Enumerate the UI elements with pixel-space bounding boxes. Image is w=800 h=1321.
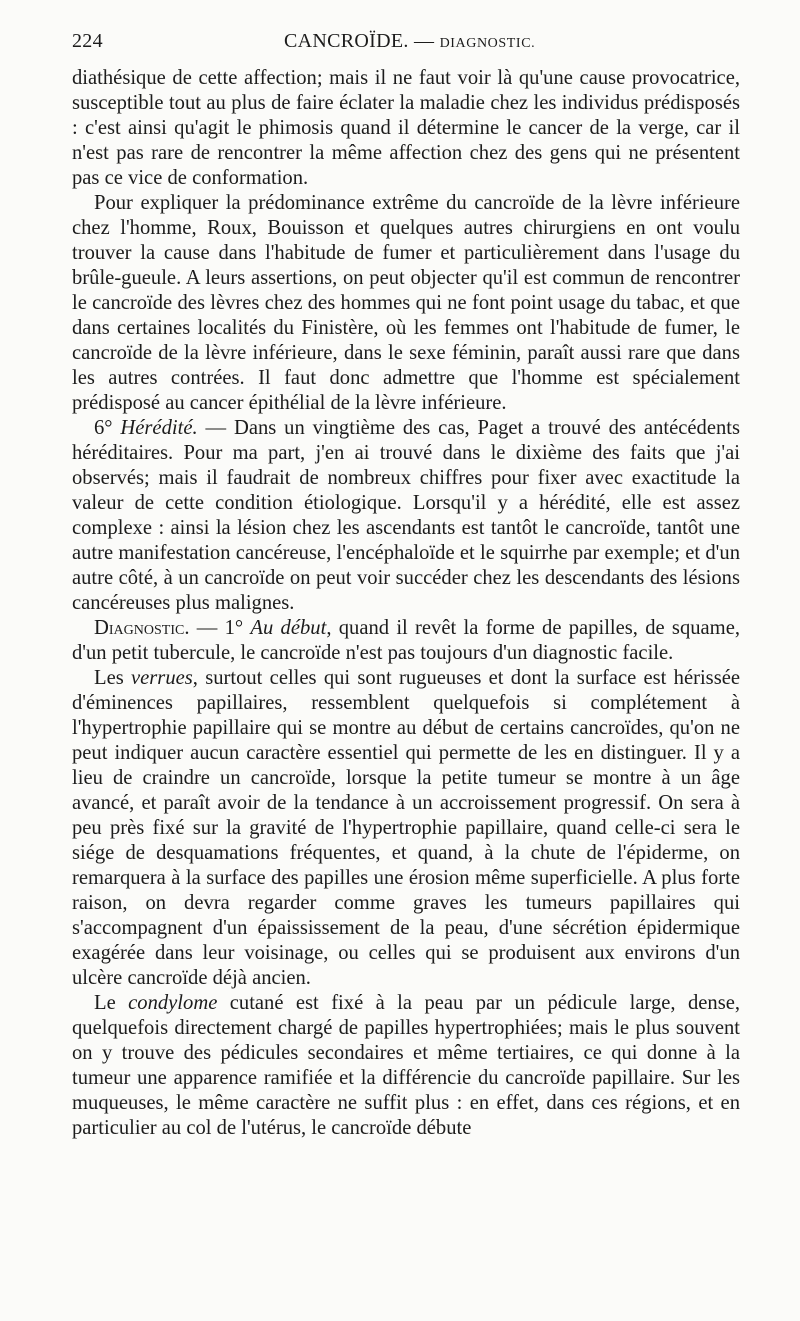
emphasis: verrues [131, 667, 193, 689]
paragraph-text: , quand il revêt la forme de papilles, de squame, d'un petit tubercule, le cancroïde n'est pas toujours d'un diagnostic facile. [72, 617, 740, 664]
emphasis: Au début [250, 617, 327, 639]
paragraph-heredity [72, 416, 740, 616]
paragraph-smoking [72, 191, 740, 416]
section-heading: Hérédité. [120, 417, 198, 439]
paragraph-text: — Dans un vingtième des cas, Paget a trouvé des antécédents héréditaires. Pour ma part, j'en ai trouvé dans le dixième des faits que j'ai observés; mais il faudrait de nombreux chiffres pour fixer avec exactitude la valeur de cette condition étiologique. Lorsqu'il y a hérédité, elle est assez complexe : ainsi la lésion chez les ascendants est tantôt le cancroïde, tantôt une autre manifestation cancéreuse, l'encéphaloïde et le squirrhe par exemple; et d'un autre côté, à un cancroïde on peut voir succéder chez les descendants des lésions cancéreuses plus malignes. [72, 417, 740, 614]
body-text [72, 66, 740, 1141]
heading-dash: — 1° [189, 617, 251, 639]
paragraph-condylome [72, 991, 740, 1141]
emphasis: condylome [128, 992, 218, 1014]
section-heading: Diagnostic. [94, 617, 190, 639]
paragraph-lead: Le [94, 992, 129, 1014]
paragraph-text: Pour expliquer la prédominance extrême du cancroïde de la lèvre inférieure chez l'homme, Roux, Bouisson et quelques autres chirurgiens en ont voulu trouver la cause dans l'habitude de fumer et particulièrement dans l'usage du brûle-gueule. A leurs assertions, on peut objecter qu'il est commun de rencontrer le cancroïde des lèvres chez des hommes qui ne font point usage du tabac, et que dans certaines localités du Finistère, où les femmes ont l'habitude de fumer, le cancroïde de la lèvre inférieure, dans le sexe féminin, paraît aussi rare que dans les autres contrées. Il faut donc admettre que l'homme est spécialement prédisposé au cancer épithélial de la lèvre inférieure. [72, 192, 740, 414]
paragraph-text: diathésique de cette affection; mais il ne faut voir là qu'une cause provocatrice, susceptible tout au plus de faire éclater la maladie chez les individus prédisposés : c'est ainsi qu'agit le phimosis quand il détermine le cancer de la verge, car il n'est pas rare de rencontrer la même affection chez des gens qui ne présentent pas ce vice de conformation. [72, 67, 740, 189]
title-separator: — [408, 30, 440, 52]
paragraph-continuation [72, 66, 740, 191]
section-title: DIAGNOSTIC. [439, 36, 536, 51]
paragraph-text: , surtout celles qui sont rugueuses et dont la surface est hérissée d'éminences papillaires, ressemblent quelquefois si complétement à l'hypertrophie papillaire qui se montre au début de certains cancroïdes, qu'on ne peut indiquer aucun caractère essentiel qui permette de les en distinguer. Il y a lieu de craindre un cancroïde, lorsque la petite tumeur se montre à un âge avancé, et paraît avoir de la tendance à un accroissement progressif. On sera à peu près fixé sur la gravité de l'hypertrophie papillaire, quand celle-ci sera le siége de desquamations fréquentes, et quand, à la chute de l'épiderme, on remarquera à la surface des papilles une érosion même superficielle. A plus forte raison, on devra regarder comme graves les tumeurs papillaires qui s'accompagnent d'un épaississement de la peau, d'une sécrétion épidermique exagérée dans leur voisinage, ou celles qui se produisent aux environs d'un ulcère cancroïde déjà ancien. [72, 667, 740, 989]
paragraph-verrues [72, 666, 740, 991]
section-number: 6° [94, 417, 121, 439]
paragraph-diagnostic [72, 616, 740, 666]
running-header [72, 30, 740, 66]
paragraph-lead: Les [94, 667, 132, 689]
paragraph-text: cutané est fixé à la peau par un pédicule large, dense, quelquefois directement chargé de papilles hypertrophiées; mais le plus souvent on y trouve des pédicules secondaires et même tertiaires, ce qui donne à la tumeur une apparence ramifiée et la différencie du cancroïde papillaire. Sur les muqueuses, le même caractère ne suffit plus : en effet, dans ces régions, et en particulier au col de l'utérus, le cancroïde débute [72, 992, 740, 1139]
running-title [284, 30, 535, 53]
page-number: 224 [72, 30, 103, 52]
chapter-title: CANCROÏDE. [284, 30, 409, 52]
